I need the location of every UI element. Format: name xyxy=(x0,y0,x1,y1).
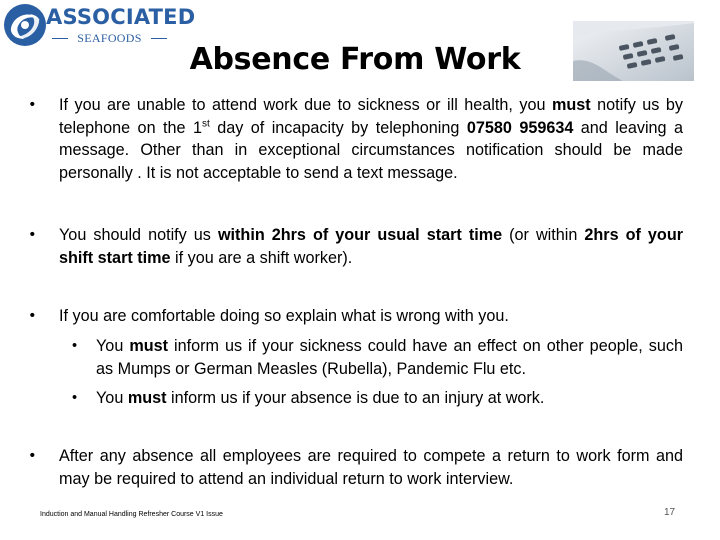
footer-text: Induction and Manual Handling Refresher Course V1 Issue xyxy=(40,511,223,518)
page-number: 17 xyxy=(664,507,676,518)
bullet-4-text: After any absence all employees are required to compete a return to work form and may be required to attend an individual return to work interview. xyxy=(59,447,683,488)
sub-bullet-2-marker: • xyxy=(72,390,78,406)
bullet-1-text: If you are unable to attend work due to sickness or ill health, you must notify us by telephone on the 1st day of incapacity by telephoning 07580 959634 and leaving a message. Other than in exceptional circumstances notification should be made personally . It is not acceptable to send a text message. xyxy=(59,96,683,182)
telephone-keypad-icon xyxy=(573,21,694,81)
sub-bullet-1-text: You must inform us if your sickness could have an effect on other people, such as Mumps or German Measles (Rubella), Pandemic Flu etc. xyxy=(96,337,683,378)
bullet-3-text: If you are comfortable doing so explain what is wrong with you. xyxy=(59,307,509,325)
sub-bullet-2-text: You must inform us if your absence is due to an injury at work. xyxy=(96,389,545,407)
slide: ASSOCIATED SEAFOODS Absence From Work • If you are unable to attend work due to sickness or ill health, you must notify us by telephone on the 1st day of incapacity by telephoning 07580 959634 and leaving a message. Other than in exceptional circumstances notification should be made personally . It is not acceptable to send a text message. • You should notify us within 2hrs of your usual start time (or within 2hrs of your shift start time if you are a shift worker). • If you are comfortable doing so explain what is wrong with you. • You must inform us if your sickness could have an effect on other people, such as Mumps or German Measles (Rubella), Pandemic Flu etc. • You must inform us if your absence is due to an injury at work. • After any absence all employees are required to compete a return to work form and may be required to attend an individual return to work interview. Induction and Manual Handling Refresher Course V1 Issue 17 xyxy=(0,0,720,540)
company-logo xyxy=(2,2,196,52)
logo-subtext-label: SEAFOODS xyxy=(77,31,142,45)
slide-title: Absence From Work xyxy=(189,42,521,77)
logo-wordmark: ASSOCIATED xyxy=(46,5,196,29)
sub-bullet-1-marker: • xyxy=(72,338,78,354)
bullet-2-text: You should notify us within 2hrs of your usual start time (or within 2hrs of your shift start time if you are a shift worker). xyxy=(59,226,684,267)
fish-swirl-logo-icon xyxy=(2,2,48,48)
